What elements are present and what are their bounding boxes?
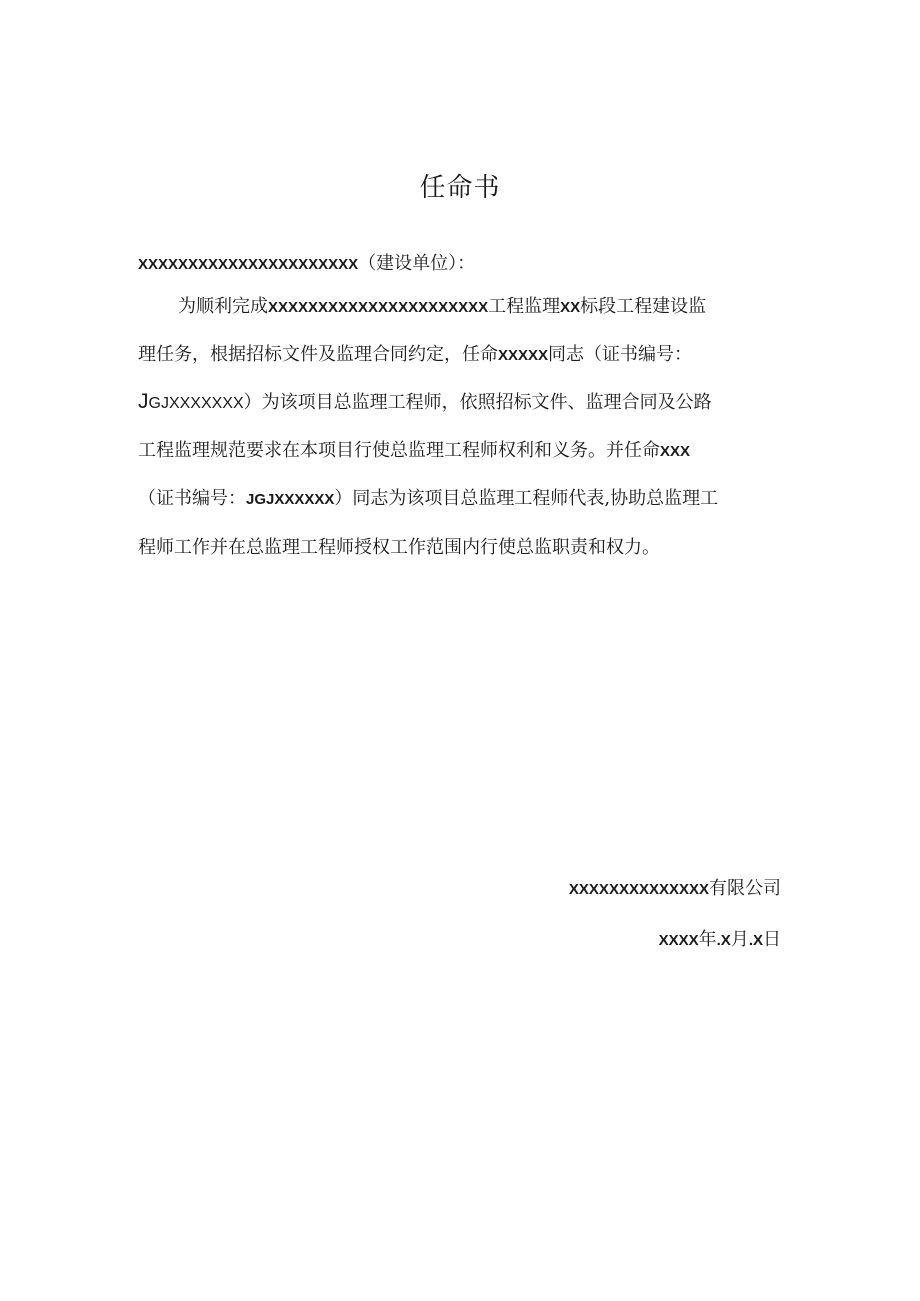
body-line-2: [138, 340, 788, 371]
project-name-placeholder: XXXXXXXXXXXXXXXXXXXXXX: [268, 299, 489, 316]
body-text: ）同志为该项目总监理工程师代表,协助总监理工: [334, 488, 719, 509]
body-line-6: [138, 533, 788, 563]
document-title: 任命书: [419, 173, 501, 203]
section-placeholder: XX: [560, 299, 581, 316]
date-day-label: 日: [763, 929, 781, 950]
date-month: .X: [716, 932, 731, 949]
company-signature: [569, 874, 781, 905]
date-year: XXXX: [658, 932, 699, 949]
body-line-3: [138, 387, 788, 419]
addressee-suffix: （建设单位）：: [358, 253, 476, 274]
body-text: 工程监理规范要求在本项目行使总监理工程师权利和义务。并任命: [138, 440, 660, 461]
body-text: （证书编号：: [138, 488, 246, 509]
body-line-4: [138, 436, 788, 467]
body-line-5: [138, 484, 788, 515]
date-month-label: 月: [730, 929, 749, 950]
engineer-name-placeholder: XXXXX: [498, 347, 549, 364]
signature-date: [659, 925, 781, 956]
date-year-label: 年: [698, 929, 717, 950]
body-text: ）为该项目总监理工程师，依照招标文件、监理合同及公路: [243, 392, 712, 413]
deputy-certificate-placeholder: JGJXXXXXX: [246, 491, 335, 508]
certificate-number-placeholder: GJXXXXXXX: [148, 395, 244, 412]
addressee-line: [138, 249, 788, 280]
body-text: 工程监理: [488, 296, 561, 317]
company-suffix: 有限公司: [709, 878, 781, 899]
body-line-1: [178, 292, 788, 323]
body-text: 理任务，根据招标文件及监理合同约定，任命: [138, 344, 498, 365]
company-name-placeholder: XXXXXXXXXXXXXX: [568, 881, 709, 898]
body-text: 标段工程建设监: [580, 296, 707, 317]
body-text: 同志（证书编号：: [548, 344, 693, 365]
addressee-name: XXXXXXXXXXXXXXXXXXXXXX: [138, 256, 359, 273]
certificate-number-prefix: J: [138, 390, 149, 413]
body-text: 程师工作并在总监理工程师授权工作范围内行使总监职责和权力。: [138, 537, 660, 558]
deputy-name-placeholder: XXX: [660, 443, 691, 460]
body-text: 为顺利完成: [178, 296, 268, 317]
date-day: .X: [748, 932, 763, 949]
